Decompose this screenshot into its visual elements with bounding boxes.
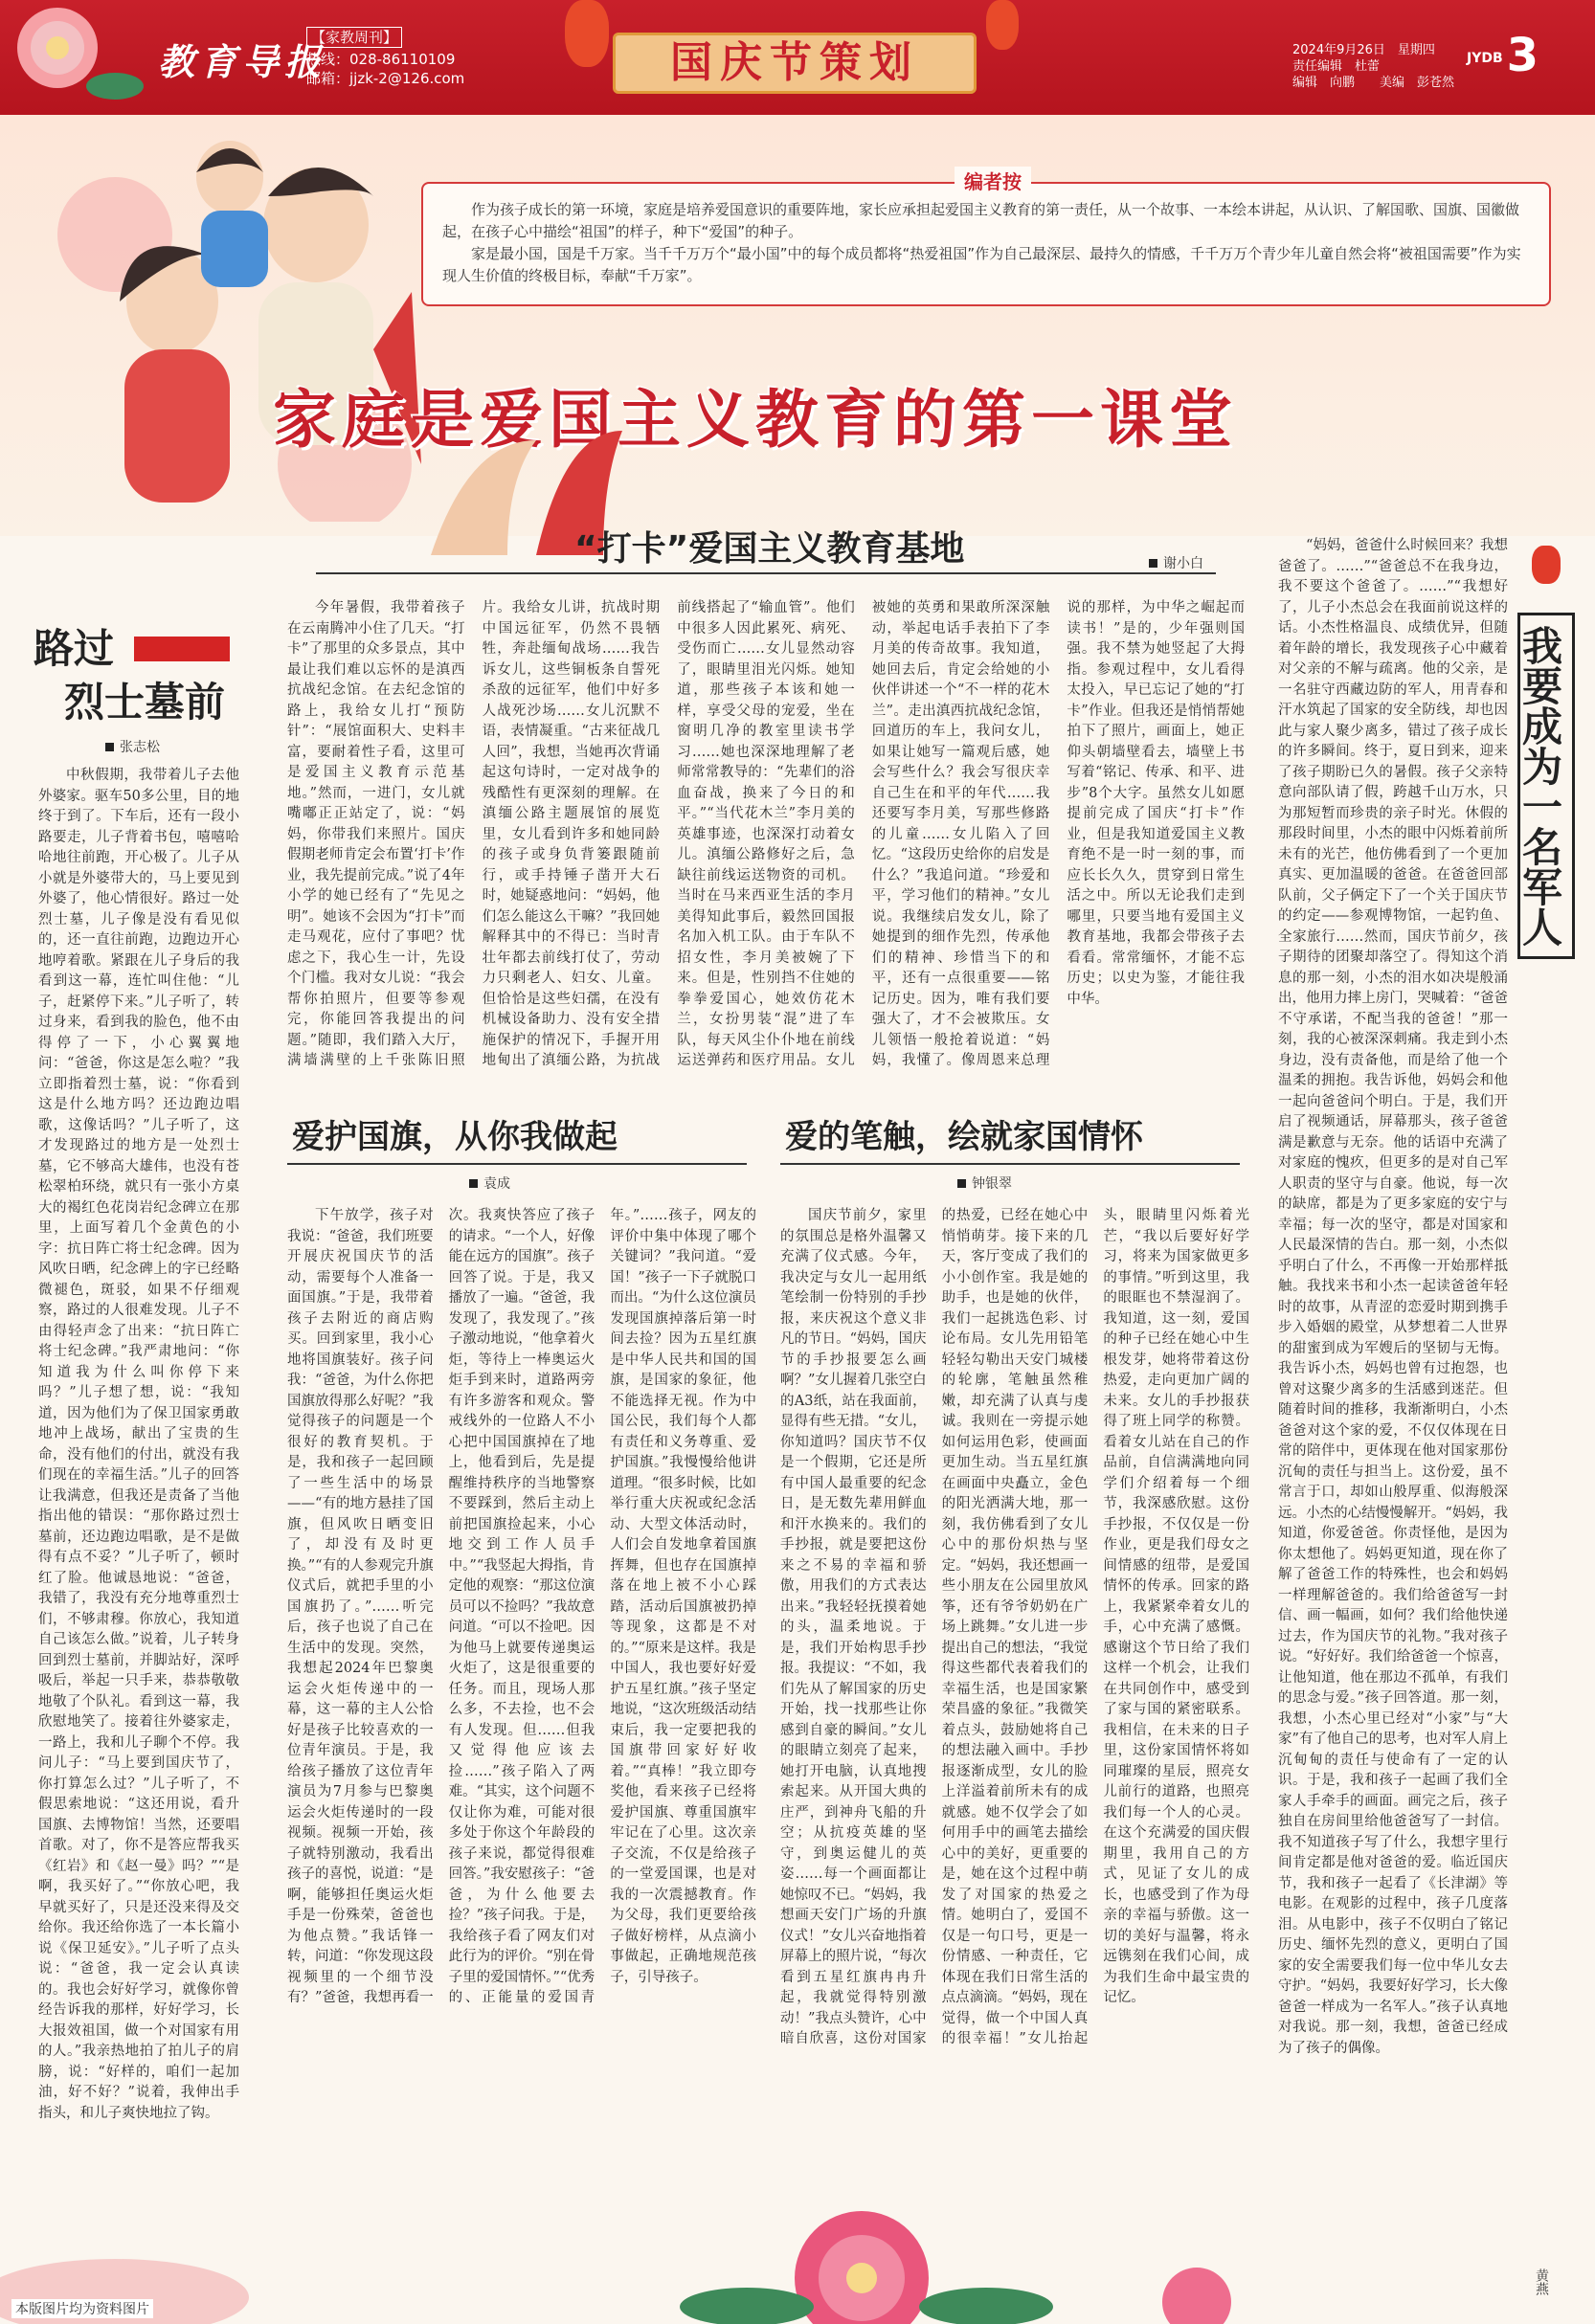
responsible-editor: 责任编辑 杜蕾 bbox=[1292, 59, 1381, 74]
article-text: 今年暑假，我带着孩子在云南腾冲小住了几天。“打卡”了那里的众多景点，其中最让我们难以忘怀的是滇西抗战纪念馆。在去纪念馆的路上，我给女儿打“预防针”：“展馆面积大、史料丰富，要耐着性子看，这里可是爱国主义教育示范基地。”然而，一进门，女儿就嘴嘟正正站定了，说：“妈妈，你带我们来照片。国庆假期老师肯定会布置‘打卡’作业，我先提前完成。”说了4年小学的她已经有了“先见之明”。她该不会因为“打卡”而走马观花，应付了事吧？忧虑之下，我心生一计，先设个门槛。我对女儿说：“我会帮你拍照片，但要等参观完，你能回答我提出的问题。”随即，我们踏入大厅，满墙满壁的上千张陈旧照片。我给女儿讲，抗战时期中国远征军，仍然不畏牺牲，奔赴缅甸战场……我告诉女儿，这些铜板条自誓死杀敌的远征军，他们中好多人战死沙场……女儿沉默不语，表情凝重。“古来征战几人回”，我想，当她再次背诵起这句诗时，一定对战争的残酷性有更深刻的理解。在滇缅公路主题展馆的展览里，女儿看到许多和她同龄的孩子或身负背篓跟随前行，或手持锤子凿开大石时，她疑惑地问：“妈妈，他们怎么能这么干嘛？”我回她解释其中的不得已：当时青壮年都去前线打仗了，劳动力只剩老人、妇女、儿童。但恰恰是这些妇孺，在没有机械设备助力、没有安全措施保护的情况下，手握开用地甸出了滇缅公路，为抗战前线搭起了“输血管”。他们中很多人因此累死、病死、受伤而亡……女儿显然动容了，眼睛里泪光闪烁。她知道，那些孩子本该和她一样，享受父母的宠爱，坐在窗明几净的教室里读书学习……她也深深地理解了老师常常教导的：“先辈们的浴血奋战，换来了今日的和平。”“当代花木兰”李月美的英雄事迹，也深深打动着女儿。滇缅公路修好之后，急缺往前线运送物资的司机。当时在马来西亚生活的李月美得知此事后，毅然回国报名加入机工队。由于车队不招女性，李月美被婉了下来。但是，性别挡不住她的拳拳爱国心，她效仿花木兰，女扮男装“混”进了车队，每天风尘仆仆地在前线运送弹药和医疗用品。女儿被她的英勇和果敢所深深触动，举起电话手表拍下了李月美的传奇故事。我知道，她回去后，肯定会给她的小伙伴讲述一个“不一样的花木兰”。走出滇西抗战纪念馆，回道历的车上，我问女儿，如果让她写一篇观后感，她会写些什么？我会写很庆幸自己生在和平的年代……我还要写李月美，写那些修路的儿童……女儿陷入了回忆。“这段历史给你的启发是什么？”我追问道。“珍爱和平，学习他们的精神。”女儿说。我继续启发女儿，除了她提到的细作先烈，传承他们的精神、珍惜当下的和平，还有一点很重要——铭记历史。因为，唯有我们要强大了，才不会被欺压。女儿领悟一般抢着说道：“妈妈，我懂了。像周恩来总理说的那样，为中华之崛起而读书！”是的，少年强则国强。我不禁为她竖起了大拇指。参观过程中，女儿看得太投入，早已忘记了她的“打卡”作业。但我还是悄悄帮她拍下了照片，画面上，她正仰头朝墙壁看去，墙壁上书写着“铭记、传承、和平、进步”8个大字。虽然女儿如愿提前完成了国庆“打卡”作业，但是我知道爱国主义教育绝不是一时一刻的事，而应长长久久，贯穿到日常生活之中。所以无论我们走到哪里，只要当地有爱国主义教育基地，我都会带孩子去看看。常常缅怀，才能不忘历史；以史为鉴，才能往我中华。 bbox=[287, 600, 1245, 1068]
banner-text: 国庆节策划 bbox=[670, 38, 919, 87]
family-illustration-icon bbox=[29, 120, 440, 522]
article-text: 中秋假期，我带着儿子去他外婆家。驱车50多公里，目的地终于到了。下车后，还有一段小路要走，儿子背着书包，嘻嘻哈哈地往前跑，开心极了。儿子从小就是外婆带大的，马上要见到外婆了，他心情很好。路过一处烈士墓，儿子像是没有看见似的，还一直往前跑，边跑边开心地哼着歌。紧跟在儿子身后的我看到这一幕，连忙叫住他：“儿子，赶紧停下来。”儿子听了，转过身来，看到我的脸色，他不由得停了一下，小心翼翼地问：“爸爸，你这是怎么啦？”我立即指着烈士墓，说：“你看到这是什么地方吗？还边跑边唱歌，这像话吗？”儿子听了，这才发现路过的地方是一处烈士墓，它不够高大雄伟，也没有苍松翠柏环绕，就只有一张小方桌大的褐红色花岗岩纪念碑立在那里，上面写着几个金黄色的小字：抗日阵亡将士纪念碑。因为风吹日晒，纪念碑上的字已经略微褪色，斑驳，如果不仔细观察，路过的人很难发现。儿子不由得轻声念了出来：“抗日阵亡将士纪念碑。”我严肃地问：“你知道我为什么叫你停下来吗？”儿子想了想，说：“我知道，因为他们为了保卫国家勇敢地冲上战场，献出了宝贵的生命，没有他们的付出，就没有我们现在的幸福生活。”儿子的回答让我满意，但我还是责备了当他指出他的错误：“那你路过烈士墓前，还边跑边唱歌，是不是做得有点不妥？”儿子听了，顿时红了脸。他诚恳地说：“爸爸，我错了，我没有充分地尊重烈士们，不够肃穆。你放心，我知道自己该怎么做。”说着，儿子转身回到烈士墓前，并脚站好，深呼吸后，举起一只手来，恭恭敬敬地敬了个队礼。看到这一幕，我欣慰地笑了。接着往外婆家走，一路上，我和儿子聊个不停。我问儿子：“马上要到国庆节了，你打算怎么过？”儿子听了，不假思索地说：“这还用说，看升国旗、去博物馆！当然，还要唱首歌。对了，你不是答应帮我买《红岩》和《赵一曼》吗？”“是啊，我买好了。”“你放心吧，我早就买好了，只是还没来得及交给你。我还给你选了一本长篇小说《保卫延安》。”儿子听了点头说：“爸爸，我一定会认真读的。我也会好好学习，就像你曾经告诉我的那样，好好学习，长大报效祖国，做一个对国家有用的人。”我亲热地拍了拍儿子的肩膀，说：“好样的，咱们一起加油，好不好？”说着，我伸出手指头，和儿子爽快地拉了钩。 bbox=[38, 768, 239, 2121]
editor-note-box bbox=[421, 170, 1551, 306]
headline-martyr: 路过 烈士墓前 bbox=[34, 625, 226, 726]
byline-painting: 钟银翠 bbox=[957, 1173, 1012, 1193]
footer-flower-decoration-icon bbox=[0, 2144, 1595, 2324]
lantern-icon bbox=[1532, 546, 1561, 584]
headline-rule bbox=[287, 1163, 747, 1165]
article-text: 国庆节前夕，家里的氛围总是格外温馨又充满了仪式感。今年，我决定与女儿一起用纸笔绘制一份特别的手抄报，来庆祝这个意义非凡的节日。“妈妈，国庆节的手抄报要怎么画啊？”女儿握着几张空白的A3纸，站在我面前，显得有些无措。“女儿，你知道吗？国庆节不仅是一个假期，它还是所有中国人最重要的纪念日，是无数先辈用鲜血和汗水换来的。我们的手抄报，就是要把这份来之不易的幸福和骄傲，用我们的方式表达出来。”我轻轻抚摸着她的头，温柔地说。于是，我们开始构思手抄报。我提议：“不如，我们先从了解国家的历史开始，找一找那些让你感到自豪的瞬间。”女儿的眼睛立刻亮了起来，她打开电脑，认真地搜索起来。从开国大典的庄严，到神舟飞船的升空；从抗疫英雄的坚守，到奥运健儿的英姿……每一个画面都让她惊叹不已。“妈妈，我想画天安门广场的升旗仪式！”女儿兴奋地指着屏幕上的照片说，“每次看到五星红旗冉冉升起，我就觉得特别激动！”我点头赞许，心中暗自欣喜，这份对国家的热爱，已经在她心中悄悄萌芽。接下来的几天，客厅变成了我们的小小创作室。我是她的助手，也是她的伙伴，我们一起挑选色彩、讨论布局。女儿先用铅笔轻轻勾勒出天安门城楼的轮廓，笔触虽然稚嫩，却充满了认真与虔诚。我则在一旁提示她如何运用色彩，使画面更加生动。当五星红旗在画面中央矗立，金色的阳光洒满大地，那一刻，我仿佛看到了女儿心中的那份炽热与坚定。“妈妈，我还想画一些小朋友在公园里放风筝，还有爷爷奶奶在广场上跳舞。”女儿进一步提出自己的想法，“我觉得这些都代表着我们的幸福生活，也是国家繁荣昌盛的象征。”我微笑着点头，鼓励她将自己的想法融入画中。手抄报逐渐成型，女儿的脸上洋溢着前所未有的成就感。她不仅学会了如何用手中的画笔去描绘心中的美好，更重要的是，她在这个过程中萌发了对国家的热爱之情。她明白了，爱国不仅是一句口号，更是一份情感、一种责任，它体现在我们日常生活的点点滴滴。“妈妈，现在觉得，做一个中国人真的很幸福！”女儿抬起头，眼睛里闪烁着光芒，“我以后要好好学习，将来为国家做更多的事情。”听到这里，我的眼眶也不禁湿润了。我知道，这一刻，爱国的种子已经在她心中生根发芽，她将带着这份热爱，走向更加广阔的未来。女儿的手抄报获得了班上同学的称赞。看着女儿站在自己的作品前，自信满满地向同学们介绍着每一个细节，我深感欣慰。这份手抄报，不仅仅是一份作业，更是我们母女之间情感的纽带，是爱国情怀的传承。回家的路上，我紧紧牵着女儿的手，心中充满了感慨。感谢这个节日给了我们这样一个机会，让我们在共同创作中，感受到了家与国的紧密联系。我相信，在未来的日子里，这份家国情怀将如同璀璨的星辰，照亮女儿前行的道路，也照亮我们每一个人的心灵。在这个充满爱的国庆假期里，我用自己的方式，见证了女儿的成长，也感受到了作为母亲的幸福与骄傲。这一切的美好与温馨，将永远镌刻在我们心间，成为我们生命中最宝贵的记忆。 bbox=[780, 1208, 1249, 2046]
headline-soldier: 我要成为一名军人 bbox=[1517, 613, 1575, 959]
editor-note-heading: 编者按 bbox=[955, 167, 1031, 194]
issue-meta bbox=[1292, 42, 1454, 91]
editor-note-paragraph: 作为孩子成长的第一环境，家庭是培养爱国意识的重要阵地，家长应承担起爱国主义教育的第一责任，从一个故事、一本绘本讲起，从认识、了解国歌、国旗、国徽做起，在孩子心中描绘“祖国”的样子，种下“爱国”的种子。 bbox=[442, 201, 1520, 240]
edition-info bbox=[306, 27, 464, 88]
article-text: 下午放学，孩子对我说：“爸爸，我们班要开展庆祝国庆节的活动，需要每个人准备一面国旗。”于是，我带着孩子去附近的商店购买。回到家里，我小心地将国旗装好。孩子问我：“爸爸，为什么你把国旗放得那么好呢？”我觉得孩子的问题是一个很好的教育契机。于是，我和孩子一起回顾了一些生活中的场景——“有的地方悬挂了国旗，但风吹日晒变旧了，却没有及时更换。”“有的人参观完升旗仪式后，就把手里的小国旗扔了。”……听完后，孩子也说了自己在生活中的发现。突然，我想起2024年巴黎奥运会火炬传递中的一幕，这一幕的主人公恰好是孩子比较喜欢的一位青年演员。于是，我给孩子播放了这位青年演员为7月参与巴黎奥运会火炬传递时的一段视频。视频一开始，孩子就特别激动，我看出孩子的喜悦，说道：“是啊，能够担任奥运火炬手是一份殊荣，爸爸也为他点赞。”我话锋一转，问道：“你发现这段视频里的一个细节没有？”爸爸，我想再看一次。我爽快答应了孩子的请求。“一个人，好像能在远方的国旗”。孩子回答了说。于是，我又播放了一遍。“爸爸，我发现了，我发现了。”孩子激动地说，“他拿着火炬，等待上一棒奥运火炬手到来时，道路两旁有许多游客和观众。警戒线外的一位路人不小心把中国国旗掉在了地上，他看到后，先是提醒维持秩序的当地警察不要踩到，然后主动上前把国旗捡起来，小心地交到工作人员手中。”“我竖起大拇指，肯定他的观察：“那这位演员可以不捡吗？”我故意问道。“可以不捡吧。因为他马上就要传递奥运火炬了，这是很重要的任务。而且，现场人那么多，不去捡，也不会有人发现。但……但我又觉得他应该去捡……”孩子陷入了两难。“其实，这个问题不仅让你为难，可能对很多处于你这个年龄段的孩子来说，都觉得很难回答。”我安慰孩子：“爸爸，为什么他要去捡？”孩子问我。于是，我给孩子看了网友们对此行为的评价。“别在骨子里的爱国情怀。”“优秀的、正能量的爱国青年。”……孩子，网友的评价中集中体现了哪个关键词？”我问道。“爱国！”孩子一下子就脱口而出。“为什么这位演员发现国旗掉落后第一时间去捡？因为五星红旗是中华人民共和国的国旗，是国家的象征，他不能选择无视。作为中国公民，我们每个人都有责任和义务尊重、爱护国旗。”我慢慢给他讲道理。“很多时候，比如举行重大庆祝或纪念活动、大型文体活动时，人们会自发地拿着国旗挥舞，但也存在国旗掉落在地上被不小心踩踏，活动后国旗被扔掉等现象，这都是不对的。”“原来是这样。我是中国人，我也要好好爱护五星红旗。”孩子坚定地说，“这次班级活动结束后，我一定要把我的国旗带回家好好收着。”“真棒！”我立即夸奖他，看来孩子已经将爱护国旗、尊重国旗牢牢记在了心里。这次亲子交流，不仅是给孩子的一堂爱国课，也是对我的一次震撼教育。作为父母，我们更要给孩子做好榜样，从点滴小事做起，正确地规范孩子，引导孩子。 bbox=[287, 1208, 756, 2005]
image-source-note: 本版图片均为资料图片 bbox=[11, 2299, 153, 2318]
newspaper-logo: 教育导报 bbox=[158, 41, 327, 83]
headline-rule bbox=[316, 572, 1216, 574]
article-soldier bbox=[1278, 536, 1508, 2278]
masthead bbox=[0, 0, 1595, 115]
peony-decoration-icon bbox=[0, 0, 144, 115]
main-title: 家庭是爱国主义教育的第一课堂 bbox=[273, 383, 1238, 457]
headline-rule bbox=[780, 1163, 1240, 1165]
editor-note-paragraph: 家是最小国，国是千万家。当千千万万个“最小国”中的每个成员都将“热爱祖国”作为自己最深层、最持久的情感，千千万万个青少年儿童自然会将“被祖国需要”作为实现人生价值的终极目标，奉献“千万家”。 bbox=[442, 245, 1521, 284]
byline-soldier: 黄燕 bbox=[1534, 2268, 1549, 2295]
edition-tag: 【家教周刊】 bbox=[306, 27, 402, 48]
byline-martyr: 张志松 bbox=[105, 737, 160, 756]
page-label: JYDB bbox=[1467, 51, 1503, 66]
feature-banner bbox=[613, 33, 977, 94]
article-martyr bbox=[38, 766, 239, 2134]
lantern-icon bbox=[986, 0, 1019, 50]
page-number: JYDB3 bbox=[1467, 29, 1539, 82]
staff-credits: 编辑 向鹏 美编 彭苍然 bbox=[1292, 76, 1455, 90]
article-text: “妈妈，爸爸什么时候回来？我想爸爸了。……”“爸爸总不在我身边，我不要这个爸爸了。……”“我想好了，儿子小杰总会在我面前说这样的话。小杰性格温良、成绩优异，但随着年龄的增长，我发现孩子心中藏着对父亲的不解与疏离。他的父亲，是一名驻守西藏边防的军人，用青春和汗水筑起了国家的安全防线，却也因此与家人聚少离多，错过了孩子成长的许多瞬间。终于，夏日到来，迎来了孩子期盼已久的暑假。孩子父亲特意向部队请了假，跨越千山万水，只为那短暂而珍贵的亲子时光。休假的那段时间里，小杰的眼中闪烁着前所未有的光芒，他仿佛看到了一个更加真实、更加温暖的爸爸。在爸爸回部队前，父子俩定下了一个关于国庆节的约定——参观博物馆，一起钓鱼、全家旅行……然而，国庆节前夕，孩子期待的团聚却落空了。得知这个消息的那一刻，小杰的泪水如决堤般涌出，他用力摔上房门，哭喊着：“爸爸不守承诺，不配当我的爸爸！”那一刻，我的心被深深刺痛。我走到小杰身边，没有责备他，而是给了他一个温柔的拥抱。我告诉他，妈妈会和他一起向爸爸问个明白。于是，我们开启了视频通话，屏幕那头，孩子爸爸满是歉意与无奈。他的话语中充满了对家庭的愧疚，但更多的是对自己军人职责的坚守与自豪。他说，每一次的缺席，都是为了更多家庭的安宁与幸福；每一次的坚守，都是对国家和人民最深情的告白。那一刻，小杰似乎明白了什么，不再像一开始那样抵触。我找来书和小杰一起读爸爸年轻时的故事，从青涩的恋爱时期到携手步入婚姻的殿堂，从梦想着二人世界的甜蜜到成为军嫂后的坚韧与无悔。我告诉小杰，妈妈也曾有过抱怨，也曾对这聚少离多的生活感到迷茫。但随着时间的推移，我渐渐明白，小杰爸爸对这个家的爱，不仅仅体现在日常的陪伴中，更体现在他对国家那份沉甸的责任与担当上。这份爱，虽不常言于口，却如山般厚重、似海般深远。小杰的心结慢慢解开。“妈妈，我知道，你爱爸爸。你责怪他，是因为你太想他了。妈妈更知道，现在你了解了爸爸工作的特殊性，也会和妈妈一样理解爸爸的。我们给爸爸写一封信、画一幅画，如何？我们给他快递过去，作为国庆节的礼物。”我对孩子说。“好好好。我们给爸爸一个惊喜，让他知道，他在那边不孤单，有我们的思念与爱。”孩子回答道。那一刻，我想，小杰心里已经对“小家”与“大家”有了他自己的思考，也对军人肩上沉甸甸的责任与使命有了一定的认识。于是，我和孩子一起画了我们全家人手牵手的画面。画完之后，孩子独自在房间里给他爸爸写了一封信。我不知道孩子写了什么，我想字里行间肯定都是他对爸爸的爱。临近国庆节，我和孩子一起看了《长津湖》等电影。在观影的过程中，孩子几度落泪。从电影中，孩子不仅明白了铭记历史、缅怀先烈的意义，更明白了国家的安全需要我们每一位中华儿女去守护。“妈妈，我要好好学习，长大像爸爸一样成为一名军人。”孩子认真地对我说。那一刻，我想，爸爸已经成为了孩子的偶像。 bbox=[1278, 538, 1508, 2056]
email: 邮箱：jjzk-2@126.com bbox=[306, 70, 465, 87]
headline-flag: 爱护国旗，从你我做起 bbox=[292, 1118, 618, 1156]
byline-checkin: 谢小白 bbox=[1149, 553, 1203, 572]
headline-checkin: “打卡”爱国主义教育基地 bbox=[574, 529, 965, 569]
issue-date: 2024年9月26日 星期四 bbox=[1292, 43, 1435, 57]
lantern-icon bbox=[565, 0, 609, 67]
hotline: 热线：028-86110109 bbox=[306, 51, 456, 68]
article-flag bbox=[287, 1206, 756, 2144]
article-checkin bbox=[287, 598, 1245, 1082]
byline-flag: 袁成 bbox=[469, 1173, 510, 1193]
headline-painting: 爱的笔触，绘就家国情怀 bbox=[785, 1118, 1143, 1156]
article-painting bbox=[780, 1206, 1249, 2144]
